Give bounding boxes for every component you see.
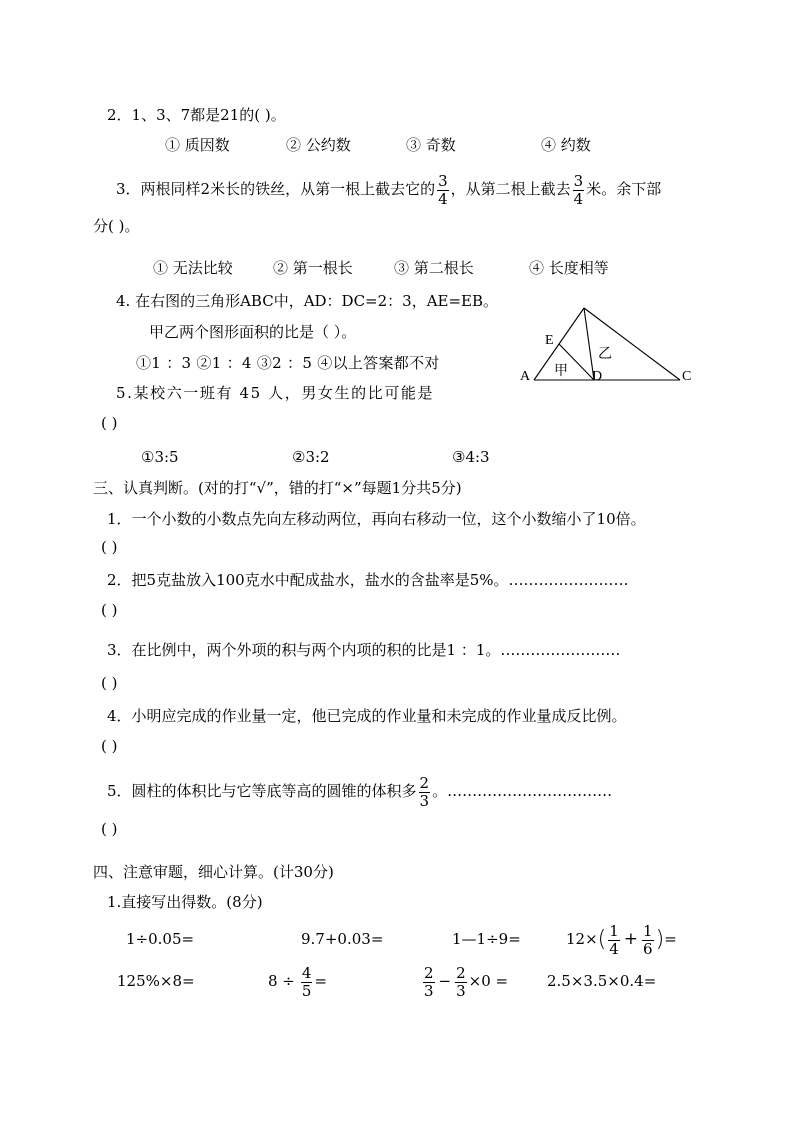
calc-6: [268, 960, 327, 1002]
judge-item-2-paren: ( ): [101, 601, 118, 619]
judge-item-5: [107, 771, 612, 811]
q3-fraction-1: [437, 173, 449, 208]
q3-fraction-2-num: 3: [573, 171, 584, 190]
section-4-sub-1: 1.直接写出得数。(8分): [107, 893, 263, 911]
calc-4-fraction-1: [608, 923, 620, 958]
q3-option-3: ③ 第二根长: [394, 259, 474, 277]
calc-2: 9.7+0.03=: [301, 930, 384, 948]
calc-4-fraction-1-den: 4: [609, 939, 619, 958]
triangle-figure: [514, 302, 694, 387]
q3-fraction-1-num: 3: [438, 171, 448, 190]
q4-options: ①1 ：3 ②1 ：4 ③2 ：5 ④以上答案都不对: [136, 354, 440, 372]
judge-item-5-text-b: 。……………………………: [432, 782, 613, 800]
calc-3: 1—1÷9=: [452, 930, 521, 948]
q2-option-1: ① 质因数: [165, 136, 230, 154]
calc-4-fraction-2-den: 6: [643, 939, 653, 958]
calc-6-text-b: =: [314, 972, 328, 990]
q2-stem: 2．1、3、7都是21的( )。: [107, 106, 286, 124]
calc-7-fraction-2: [455, 965, 467, 1000]
judge-item-5-den: 3: [419, 791, 430, 810]
calc-4-open-paren: (: [597, 927, 607, 952]
calc-7-fraction-1: [423, 965, 435, 1000]
q5-option-1: ①3:5: [141, 448, 179, 466]
q2-option-4: ④ 约数: [541, 136, 591, 154]
calc-7-fraction-1-den: 3: [424, 981, 434, 1000]
q5-answer-paren: ( ): [101, 414, 118, 432]
label-e: E: [545, 333, 554, 348]
q3-stem-continued: 分( )。: [93, 217, 140, 235]
calc-6-num: 4: [301, 963, 312, 982]
q3-stem-b: ，从第二根上截去: [450, 180, 571, 198]
calc-7-fraction-1-num: 2: [424, 963, 434, 982]
calc-6-text-a: 8 ÷: [268, 972, 295, 990]
calc-7-fraction-2-num: 2: [456, 963, 466, 982]
section-4-title: 四、注意审题，细心计算。(计30分): [93, 863, 334, 881]
calc-4-prefix: 12×: [566, 930, 598, 948]
q3-fraction-2: [573, 173, 585, 208]
calc-6-fraction: [301, 965, 313, 1000]
calc-4-fraction-1-num: 1: [609, 921, 619, 940]
calc-4-fraction-2-num: 1: [643, 921, 653, 940]
calc-4-fraction-2: [642, 923, 654, 958]
calc-6-den: 5: [301, 981, 312, 1000]
calc-7: [421, 960, 508, 1002]
q3-option-4: ④ 长度相等: [529, 259, 609, 277]
judge-item-2: 2．把5克盐放入100克水中配成盐水，盐水的含盐率是5%。……………………: [107, 571, 629, 589]
judge-item-1-paren: ( ): [101, 538, 118, 556]
q3-fraction-1-den: 4: [438, 189, 448, 208]
calc-7-text-b: ×0 =: [468, 972, 509, 990]
judge-item-5-fraction: [419, 775, 431, 810]
judge-item-5-paren: ( ): [101, 820, 118, 838]
calc-4-plus: +: [623, 929, 639, 949]
q3-stem-a: 3．两根同样2米长的铁丝，从第一根上截去它的: [116, 180, 436, 198]
judge-item-5-num: 2: [419, 773, 430, 792]
q3-option-1: ① 无法比较: [153, 259, 233, 277]
label-c: C: [682, 369, 692, 384]
q5-option-2: ②3:2: [292, 448, 330, 466]
judge-item-3: 3．在比例中，两个外项的积与两个内项的积的比是1 ：1。……………………: [107, 641, 621, 659]
calc-4-suffix: =: [664, 930, 677, 948]
calc-5: 125%×8=: [117, 972, 195, 990]
q3-stem-c: 米。余下部: [586, 180, 662, 198]
q3-option-2: ② 第一根长: [273, 259, 353, 277]
q3-fraction-2-den: 4: [573, 189, 584, 208]
calc-1: 1÷0.05=: [126, 930, 195, 948]
label-d: D: [592, 369, 603, 384]
q2-option-3: ③ 奇数: [406, 136, 456, 154]
q3-stem: [116, 170, 661, 208]
judge-item-4: 4．小明应完成的作业量一定，他已完成的作业量和未完成的作业量成反比例。: [107, 707, 627, 725]
label-a: A: [520, 369, 531, 384]
judge-item-1: 1．一个小数的小数点先向左移动两位，再向右移动一位，这个小数缩小了10倍。: [107, 510, 646, 528]
calc-8: 2.5×3.5×0.4=: [547, 972, 657, 990]
q2-option-2: ② 公约数: [286, 136, 351, 154]
label-jia: 甲: [554, 364, 568, 379]
judge-item-3-paren: ( ): [101, 674, 118, 692]
calc-4: [566, 918, 677, 961]
calc-4-close-paren: ): [655, 927, 665, 952]
label-yi: 乙: [598, 347, 612, 362]
section-3-title: 三、认真判断。(对的打“√”，错的打“×”每题1分共5分): [93, 479, 462, 497]
calc-7-fraction-2-den: 3: [456, 981, 466, 1000]
q4-stem: 4. 在右图的三角形ABC中，AD：DC=2：3，AE=EB。: [116, 292, 499, 310]
q5-stem: 5.某校六一班有 45 人，男女生的比可能是: [116, 384, 435, 402]
judge-item-4-paren: ( ): [101, 737, 118, 755]
calc-7-minus: −: [438, 972, 452, 990]
judge-item-5-text-a: 5．圆柱的体积比与它等底等高的圆锥的体积多: [107, 782, 417, 800]
q4-stem-2: 甲乙两个图形面积的比是（ ）。: [149, 323, 357, 341]
q5-option-3: ③4:3: [452, 448, 490, 466]
